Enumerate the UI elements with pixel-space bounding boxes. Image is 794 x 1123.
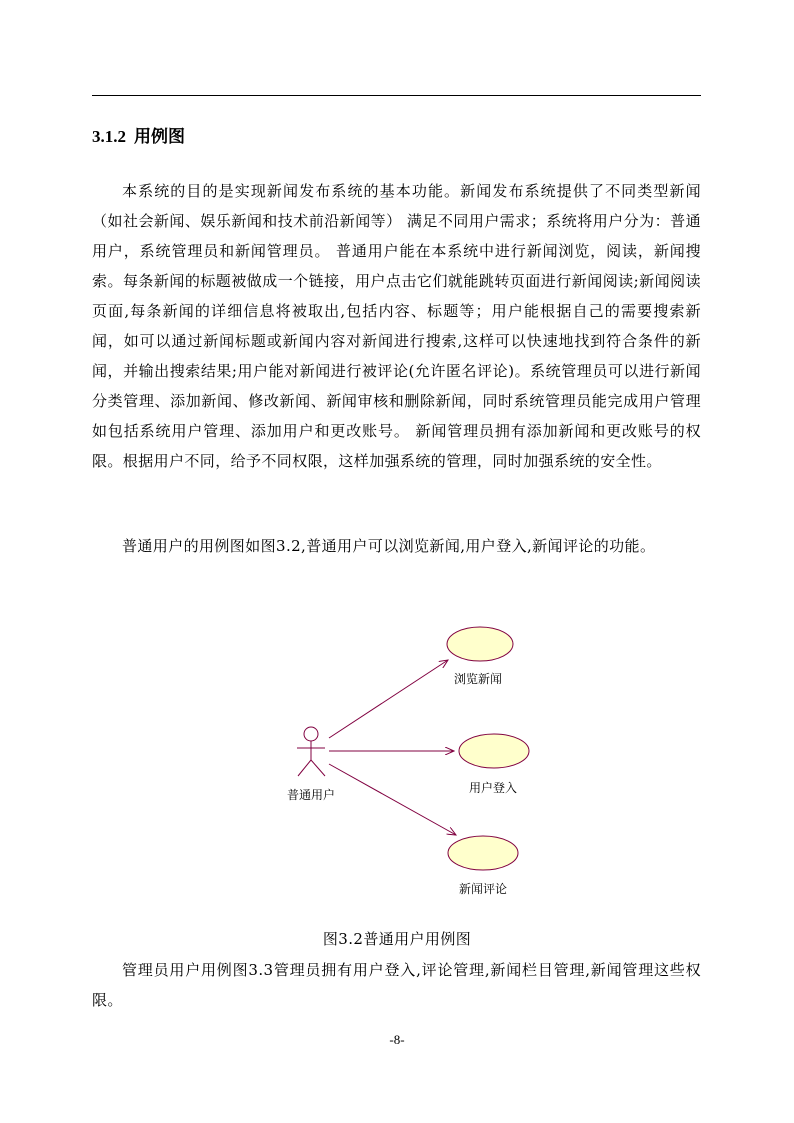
page-number: -8- — [389, 1032, 405, 1047]
use-case-label: 浏览新闻 — [453, 672, 503, 686]
association-arrow — [329, 764, 456, 835]
use-case-ellipse — [448, 836, 518, 870]
body-paragraph: 本系统的目的是实现新闻发布系统的基本功能。新闻发布系统提供了不同类型新闻（如社会新闻、娱乐新闻和技术前沿新闻等） 满足不同用户需求；系统将用户分为：普通用户，系统管理员和新闻管理员。 普通用户能在本系统中进行新闻浏览，阅读，新闻搜索。每条新闻的标题被做成一个链接，用户点击它们就能跳转页面进行新闻阅读;新闻阅读页面,每条新闻的详细信息将被取出,包括内容、标题等；用户能根据自己的需要搜索新闻，如可以通过新闻标题或新闻内容对新闻进行搜索,这样可以快速地找到符合条件的新闻，并输出搜索结果;用户能对新闻进行被评论(允许匿名评论)。系统管理员可以进行新闻分类管理、添加新闻、修改新闻、新闻审核和删除新闻，同时系统管理员能完成用户管理如包括系统用户管理、添加用户和更改账号。 新闻管理员拥有添加新闻和更改账号的权限。根据用户不同，给予不同权限，这样加强系统的管理，同时加强系统的安全性。 — [92, 182, 701, 470]
actor-right-leg — [311, 760, 325, 776]
header-rule — [92, 95, 701, 96]
actor-head — [304, 727, 318, 741]
use-case-ellipse — [459, 734, 529, 768]
use-case-ellipse — [447, 627, 513, 661]
body-paragraph: 管理员用户用例图3.3管理员拥有用户登入,评论管理,新闻栏目管理,新闻管理这些权限。 — [92, 961, 701, 1009]
section-heading — [92, 122, 185, 147]
body-paragraph: 普通用户的用例图如图3.2,普通用户可以浏览新闻,用户登入,新闻评论的功能。 — [122, 537, 656, 555]
use-case-label: 用户登入 — [468, 781, 518, 795]
figure-caption: 图3.2普通用户用例图 — [322, 930, 472, 948]
use-case-diagram — [270, 615, 550, 905]
actor-figure — [297, 727, 325, 776]
use-case-label: 新闻评论 — [458, 882, 508, 896]
association-arrow — [329, 660, 448, 738]
actor-label: 普通用户 — [286, 788, 336, 802]
section-title: 用例图 — [134, 127, 185, 147]
section-number: 3.1.2 — [92, 127, 126, 146]
actor-left-leg — [298, 760, 311, 776]
